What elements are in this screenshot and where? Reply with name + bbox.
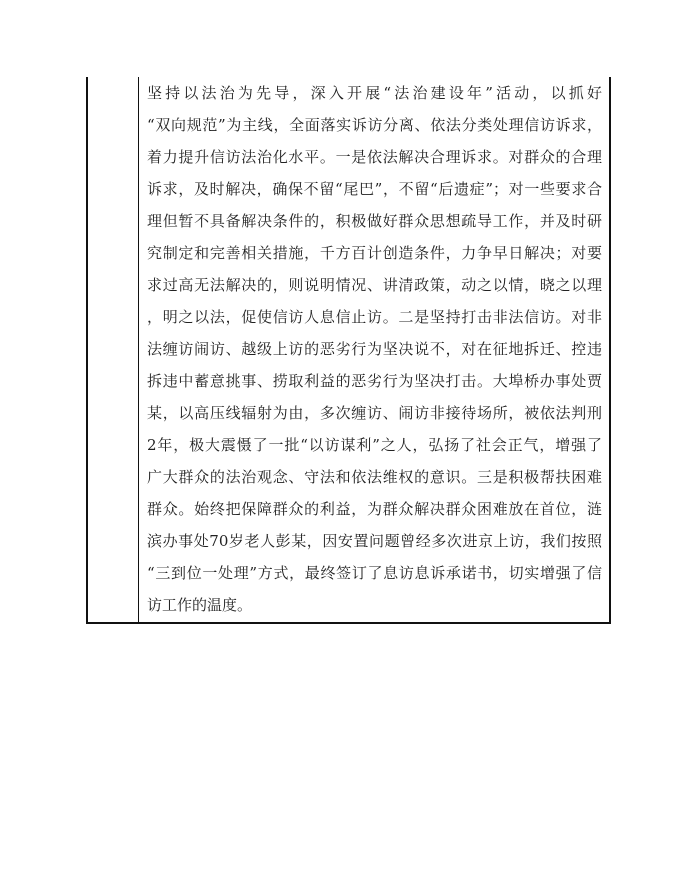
paragraph-line: 求过高无法解决的，则说明情况、讲清政策，动之以情，晓之以理 <box>147 276 602 294</box>
paragraph-line: 究制定和完善相关措施，千方百计创造条件，力争早日解决；对要 <box>147 244 602 262</box>
paragraph-line: 访工作的温度。 <box>147 596 253 614</box>
paragraph-line: “双向规范”为主线，全面落实诉访分离、依法分类处理信访诉求， <box>147 116 602 134</box>
paragraph-line: 诉求，及时解决，确保不留“尾巴”，不留“后遗症”；对一些要求合 <box>147 180 602 198</box>
paragraph-line: 某，以高压线辐射为由，多次缠访、闹访非接待场所，被依法判刑 <box>147 404 602 422</box>
paragraph-line: 广大群众的法治观念、守法和依法维权的意识。三是积极帮扶困难 <box>147 468 602 486</box>
content-cell <box>147 77 602 621</box>
column-divider <box>138 77 139 622</box>
paragraph-line: ，明之以法，促使信访人息信止访。二是坚持打击非法信访。对非 <box>147 308 602 326</box>
paragraph-line: 着力提升信访法治化水平。一是依法解决合理诉求。对群众的合理 <box>147 148 602 166</box>
paragraph-line: 法缠访闹访、越级上访的恶劣行为坚决说不，对在征地拆迁、控违 <box>147 340 602 358</box>
paragraph-line: 2年，极大震慑了一批“以访谋利”之人，弘扬了社会正气，增强了 <box>147 436 602 454</box>
paragraph-line: 滨办事处70岁老人彭某，因安置问题曾经多次进京上访，我们按照 <box>147 532 602 550</box>
paragraph-line: 理但暂不具备解决条件的，积极做好群众思想疏导工作，并及时研 <box>147 212 602 230</box>
paragraph-line: 群众。始终把保障群众的利益，为群众解决群众困难放在首位，涟 <box>147 500 602 518</box>
document-table <box>86 77 611 624</box>
paragraph-line: 坚持以法治为先导，深入开展“法治建设年”活动，以抓好 <box>147 84 602 102</box>
paragraph-line: “三到位一处理”方式，最终签订了息访息诉承诺书，切实增强了信 <box>147 564 602 582</box>
paragraph-line: 拆违中蓄意挑事、捞取利益的恶劣行为坚决打击。大埠桥办事处贾 <box>147 372 602 390</box>
